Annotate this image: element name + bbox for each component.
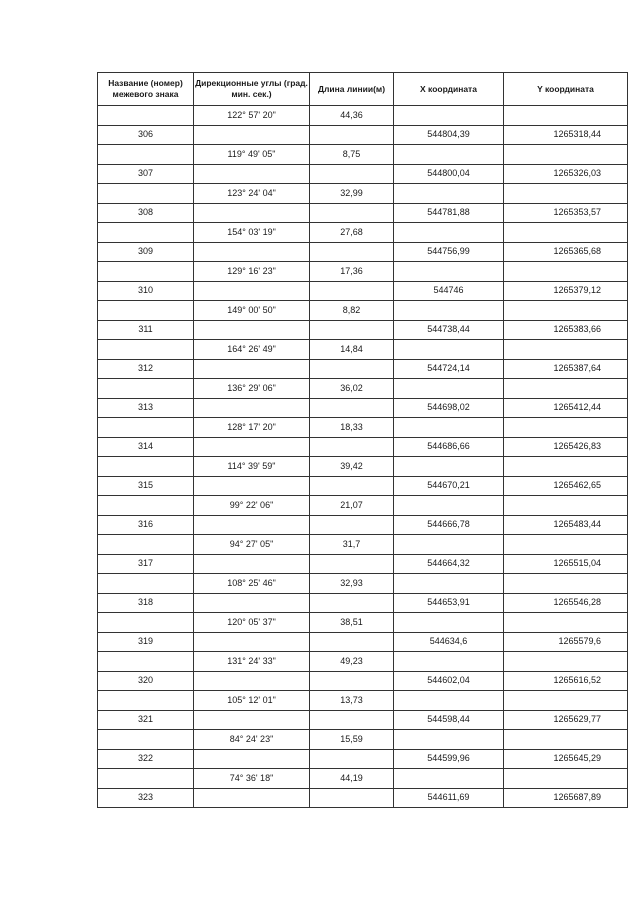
marker-name-cell: 323	[98, 788, 194, 808]
y-coordinate-cell	[504, 145, 628, 165]
x-coordinate-cell	[394, 223, 504, 243]
x-coordinate-cell	[394, 184, 504, 204]
line-length-cell: 15,59	[310, 730, 394, 750]
y-coordinate-cell: 1265629,77	[504, 710, 628, 730]
line-length-cell: 17,36	[310, 262, 394, 282]
marker-name-cell: 313	[98, 398, 194, 418]
direction-angle-cell: 120° 05' 37"	[194, 613, 310, 633]
marker-name-cell: 321	[98, 710, 194, 730]
x-coordinate-cell	[394, 652, 504, 672]
table-row	[98, 145, 628, 165]
x-coordinate-cell: 544800,04	[394, 164, 504, 184]
marker-name-cell: 309	[98, 242, 194, 262]
table-row	[98, 164, 628, 184]
marker-name-cell	[98, 223, 194, 243]
table-row	[98, 496, 628, 516]
marker-name-cell	[98, 379, 194, 399]
x-coordinate-cell: 544653,91	[394, 593, 504, 613]
marker-name-cell: 314	[98, 437, 194, 457]
direction-angle-cell: 149° 00' 50"	[194, 301, 310, 321]
direction-angle-cell	[194, 515, 310, 535]
line-length-cell	[310, 476, 394, 496]
direction-angle-cell: 123° 24' 04"	[194, 184, 310, 204]
direction-angle-cell	[194, 749, 310, 769]
direction-angle-cell: 164° 26' 49"	[194, 340, 310, 360]
y-coordinate-cell: 1265365,68	[504, 242, 628, 262]
x-coordinate-cell: 544738,44	[394, 320, 504, 340]
x-coordinate-cell: 544598,44	[394, 710, 504, 730]
line-length-cell	[310, 671, 394, 691]
table-row	[98, 730, 628, 750]
marker-name-cell: 316	[98, 515, 194, 535]
line-length-cell: 8,82	[310, 301, 394, 321]
x-coordinate-cell	[394, 769, 504, 789]
table-row	[98, 184, 628, 204]
coordinates-table	[97, 72, 628, 808]
marker-name-cell	[98, 106, 194, 126]
line-length-cell	[310, 749, 394, 769]
table-row	[98, 554, 628, 574]
x-coordinate-cell	[394, 613, 504, 633]
marker-name-cell	[98, 184, 194, 204]
line-length-cell	[310, 788, 394, 808]
marker-name-cell: 311	[98, 320, 194, 340]
x-coordinate-cell	[394, 418, 504, 438]
y-coordinate-cell: 1265387,64	[504, 359, 628, 379]
y-coordinate-cell	[504, 262, 628, 282]
direction-angle-cell	[194, 203, 310, 223]
line-length-cell: 32,93	[310, 574, 394, 594]
direction-angle-cell: 154° 03' 19"	[194, 223, 310, 243]
direction-angle-cell	[194, 632, 310, 652]
line-length-cell	[310, 281, 394, 301]
table-row	[98, 535, 628, 555]
line-length-cell: 31,7	[310, 535, 394, 555]
direction-angle-cell: 122° 57' 20"	[194, 106, 310, 126]
table-row	[98, 301, 628, 321]
y-coordinate-cell: 1265687,89	[504, 788, 628, 808]
x-coordinate-cell: 544756,99	[394, 242, 504, 262]
table-row	[98, 418, 628, 438]
x-coordinate-cell: 544724,14	[394, 359, 504, 379]
direction-angle-cell	[194, 281, 310, 301]
y-coordinate-cell: 1265515,04	[504, 554, 628, 574]
x-coordinate-cell	[394, 301, 504, 321]
y-coordinate-cell: 1265579,6	[504, 632, 628, 652]
y-coordinate-cell: 1265383,66	[504, 320, 628, 340]
y-coordinate-cell: 1265412,44	[504, 398, 628, 418]
x-coordinate-cell	[394, 574, 504, 594]
line-length-cell	[310, 554, 394, 574]
table-row	[98, 262, 628, 282]
table-row	[98, 340, 628, 360]
boundary-coordinates-sheet	[97, 72, 627, 808]
x-coordinate-cell	[394, 730, 504, 750]
line-length-cell	[310, 242, 394, 262]
table-row	[98, 203, 628, 223]
direction-angle-cell: 136° 29' 06"	[194, 379, 310, 399]
direction-angle-cell: 108° 25' 46"	[194, 574, 310, 594]
header-row	[98, 73, 628, 106]
table-row	[98, 125, 628, 145]
direction-angle-cell	[194, 164, 310, 184]
x-coordinate-cell: 544634,6	[394, 632, 504, 652]
y-coordinate-cell: 1265645,29	[504, 749, 628, 769]
table-row	[98, 398, 628, 418]
line-length-cell	[310, 203, 394, 223]
table-row	[98, 379, 628, 399]
table-row	[98, 574, 628, 594]
x-coordinate-cell	[394, 457, 504, 477]
line-length-cell	[310, 593, 394, 613]
y-coordinate-cell: 1265353,57	[504, 203, 628, 223]
y-coordinate-cell	[504, 496, 628, 516]
line-length-cell	[310, 515, 394, 535]
direction-angle-cell	[194, 710, 310, 730]
y-coordinate-cell: 1265483,44	[504, 515, 628, 535]
direction-angle-cell: 84° 24' 23"	[194, 730, 310, 750]
marker-name-cell: 315	[98, 476, 194, 496]
header-x: X координата	[394, 73, 504, 106]
y-coordinate-cell: 1265326,03	[504, 164, 628, 184]
marker-name-cell	[98, 457, 194, 477]
x-coordinate-cell: 544666,78	[394, 515, 504, 535]
line-length-cell	[310, 125, 394, 145]
direction-angle-cell	[194, 359, 310, 379]
marker-name-cell	[98, 535, 194, 555]
direction-angle-cell	[194, 125, 310, 145]
y-coordinate-cell: 1265318,44	[504, 125, 628, 145]
line-length-cell: 44,36	[310, 106, 394, 126]
marker-name-cell	[98, 145, 194, 165]
y-coordinate-cell	[504, 106, 628, 126]
marker-name-cell: 320	[98, 671, 194, 691]
table-row	[98, 320, 628, 340]
line-length-cell: 49,23	[310, 652, 394, 672]
x-coordinate-cell: 544670,21	[394, 476, 504, 496]
line-length-cell: 13,73	[310, 691, 394, 711]
x-coordinate-cell	[394, 496, 504, 516]
line-length-cell: 21,07	[310, 496, 394, 516]
y-coordinate-cell: 1265546,28	[504, 593, 628, 613]
table-row	[98, 359, 628, 379]
x-coordinate-cell: 544698,02	[394, 398, 504, 418]
marker-name-cell	[98, 691, 194, 711]
marker-name-cell	[98, 340, 194, 360]
header-length: Длина линии(м)	[310, 73, 394, 106]
marker-name-cell	[98, 613, 194, 633]
marker-name-cell	[98, 262, 194, 282]
x-coordinate-cell	[394, 145, 504, 165]
y-coordinate-cell: 1265426,83	[504, 437, 628, 457]
y-coordinate-cell	[504, 379, 628, 399]
marker-name-cell	[98, 574, 194, 594]
x-coordinate-cell: 544746	[394, 281, 504, 301]
line-length-cell: 8,75	[310, 145, 394, 165]
marker-name-cell: 318	[98, 593, 194, 613]
direction-angle-cell	[194, 554, 310, 574]
y-coordinate-cell	[504, 340, 628, 360]
marker-name-cell: 308	[98, 203, 194, 223]
direction-angle-cell	[194, 476, 310, 496]
marker-name-cell	[98, 730, 194, 750]
marker-name-cell: 307	[98, 164, 194, 184]
table-row	[98, 281, 628, 301]
x-coordinate-cell	[394, 691, 504, 711]
direction-angle-cell	[194, 788, 310, 808]
line-length-cell: 14,84	[310, 340, 394, 360]
table-row	[98, 769, 628, 789]
line-length-cell	[310, 632, 394, 652]
line-length-cell	[310, 320, 394, 340]
table-row	[98, 515, 628, 535]
line-length-cell: 44,19	[310, 769, 394, 789]
direction-angle-cell	[194, 398, 310, 418]
table-row	[98, 632, 628, 652]
table-row	[98, 710, 628, 730]
marker-name-cell	[98, 418, 194, 438]
table-row	[98, 749, 628, 769]
line-length-cell: 39,42	[310, 457, 394, 477]
x-coordinate-cell: 544664,32	[394, 554, 504, 574]
line-length-cell: 38,51	[310, 613, 394, 633]
x-coordinate-cell	[394, 379, 504, 399]
direction-angle-cell	[194, 437, 310, 457]
direction-angle-cell	[194, 242, 310, 262]
direction-angle-cell: 99° 22' 06"	[194, 496, 310, 516]
direction-angle-cell	[194, 320, 310, 340]
y-coordinate-cell	[504, 613, 628, 633]
y-coordinate-cell	[504, 535, 628, 555]
x-coordinate-cell: 544781,88	[394, 203, 504, 223]
direction-angle-cell: 129° 16' 23"	[194, 262, 310, 282]
marker-name-cell: 310	[98, 281, 194, 301]
line-length-cell: 27,68	[310, 223, 394, 243]
line-length-cell	[310, 398, 394, 418]
table-row	[98, 457, 628, 477]
x-coordinate-cell	[394, 106, 504, 126]
marker-name-cell: 306	[98, 125, 194, 145]
y-coordinate-cell: 1265462,65	[504, 476, 628, 496]
table-row	[98, 652, 628, 672]
table-row	[98, 223, 628, 243]
y-coordinate-cell	[504, 652, 628, 672]
table-row	[98, 593, 628, 613]
table-row	[98, 613, 628, 633]
table-row	[98, 671, 628, 691]
x-coordinate-cell: 544686,66	[394, 437, 504, 457]
marker-name-cell: 322	[98, 749, 194, 769]
marker-name-cell	[98, 652, 194, 672]
direction-angle-cell: 114° 39' 59"	[194, 457, 310, 477]
table-row	[98, 691, 628, 711]
header-angle: Дирекционные углы (град. мин. сек.)	[194, 73, 310, 106]
header-y: Y координата	[504, 73, 628, 106]
y-coordinate-cell	[504, 223, 628, 243]
marker-name-cell: 312	[98, 359, 194, 379]
x-coordinate-cell	[394, 340, 504, 360]
x-coordinate-cell: 544599,96	[394, 749, 504, 769]
direction-angle-cell: 131° 24' 33"	[194, 652, 310, 672]
table-header	[98, 73, 628, 106]
marker-name-cell: 319	[98, 632, 194, 652]
marker-name-cell	[98, 301, 194, 321]
y-coordinate-cell	[504, 574, 628, 594]
direction-angle-cell: 74° 36' 18"	[194, 769, 310, 789]
table-row	[98, 476, 628, 496]
x-coordinate-cell: 544611,69	[394, 788, 504, 808]
table-row	[98, 437, 628, 457]
line-length-cell: 36,02	[310, 379, 394, 399]
x-coordinate-cell	[394, 535, 504, 555]
marker-name-cell	[98, 769, 194, 789]
y-coordinate-cell	[504, 730, 628, 750]
table-row	[98, 106, 628, 126]
direction-angle-cell	[194, 593, 310, 613]
marker-name-cell	[98, 496, 194, 516]
line-length-cell	[310, 164, 394, 184]
y-coordinate-cell	[504, 769, 628, 789]
header-name: Название (номер) межевого знака	[98, 73, 194, 106]
y-coordinate-cell	[504, 457, 628, 477]
direction-angle-cell: 105° 12' 01"	[194, 691, 310, 711]
line-length-cell	[310, 359, 394, 379]
x-coordinate-cell: 544602,04	[394, 671, 504, 691]
line-length-cell	[310, 437, 394, 457]
line-length-cell: 18,33	[310, 418, 394, 438]
y-coordinate-cell	[504, 184, 628, 204]
y-coordinate-cell	[504, 301, 628, 321]
y-coordinate-cell: 1265616,52	[504, 671, 628, 691]
x-coordinate-cell: 544804,39	[394, 125, 504, 145]
direction-angle-cell: 128° 17' 20"	[194, 418, 310, 438]
y-coordinate-cell	[504, 691, 628, 711]
y-coordinate-cell	[504, 418, 628, 438]
x-coordinate-cell	[394, 262, 504, 282]
y-coordinate-cell: 1265379,12	[504, 281, 628, 301]
direction-angle-cell: 94° 27' 05"	[194, 535, 310, 555]
table-row	[98, 788, 628, 808]
direction-angle-cell: 119° 49' 05"	[194, 145, 310, 165]
table-body	[98, 106, 628, 808]
direction-angle-cell	[194, 671, 310, 691]
line-length-cell	[310, 710, 394, 730]
line-length-cell: 32,99	[310, 184, 394, 204]
table-row	[98, 242, 628, 262]
marker-name-cell: 317	[98, 554, 194, 574]
